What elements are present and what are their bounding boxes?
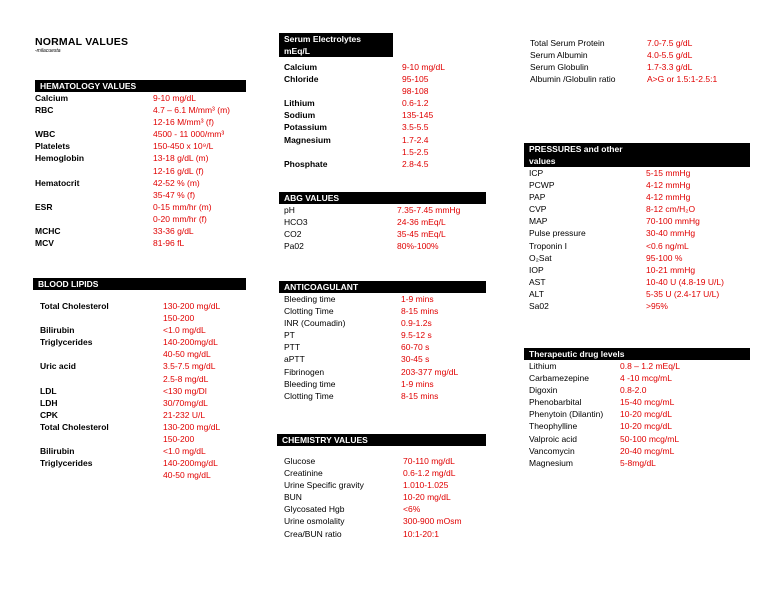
row-value: 4500 - 11 000/mm³ [153, 129, 225, 140]
section-header-line-2: values [524, 155, 750, 167]
section-header: PRESSURES and other [524, 143, 750, 155]
row-label: Bleeding time [284, 294, 336, 304]
row-label: WBC [35, 129, 56, 140]
row-value: 35-45 mEq/L [397, 229, 446, 240]
section-header: Serum Electrolytes [279, 33, 393, 45]
row-value: 9-10 mg/dL [153, 93, 196, 103]
row-value: 9-10 mg/dL [402, 62, 445, 72]
row-label: Clotting Time [284, 390, 334, 401]
table-row [35, 237, 246, 249]
row-label: Bilirubin [40, 446, 75, 457]
row-value: 8-15 mins [401, 306, 439, 317]
electrolytes-header-block [279, 33, 393, 57]
row-label: O₂Sat [529, 252, 552, 263]
row-label: Creatinine [284, 468, 323, 479]
table-row [35, 165, 246, 177]
row-label: Sa02 [529, 301, 549, 312]
table-row [40, 409, 246, 421]
table-row [284, 216, 486, 228]
table-row [284, 467, 486, 479]
row-label: Fibrinogen [284, 366, 325, 377]
row-label: Crea/BUN ratio [284, 528, 342, 539]
table-row [529, 396, 750, 408]
table-row [530, 49, 760, 61]
row-value: <1.0 mg/dL [163, 446, 206, 457]
row-value: 300-900 mOsm [403, 516, 462, 527]
drug-levels-section [524, 348, 750, 469]
row-label: aPTT [284, 354, 305, 365]
row-label: Lithium [529, 361, 557, 371]
row-value: 30/70mg/dL [163, 397, 208, 408]
row-value: 0.6-1.2 mg/dL [403, 468, 456, 479]
row-label [40, 312, 163, 324]
protein-section [530, 37, 760, 85]
row-value: 3.5-5.5 [402, 122, 429, 133]
row-label: Calcium [35, 93, 69, 103]
table-row [40, 457, 246, 469]
row-value: 80%-100% [397, 241, 439, 252]
row-label [35, 165, 153, 177]
pressures-section [524, 143, 750, 312]
table-row [35, 140, 246, 152]
row-label: Pulse pressure [529, 228, 586, 239]
row-label: Troponin I [529, 240, 567, 251]
table-row [529, 179, 750, 191]
table-row [284, 109, 484, 121]
row-value: 3.5-7.5 mg/dL [163, 361, 216, 372]
hematology-section [35, 80, 246, 249]
row-value: 30-45 s [401, 354, 430, 365]
row-value: 40-50 mg/dL [163, 470, 211, 481]
row-label: LDH [40, 397, 58, 408]
table-row [40, 445, 246, 457]
row-label: Glycosated Hgb [284, 504, 345, 515]
row-label: Triglycerides [40, 337, 93, 348]
table-row [35, 213, 246, 225]
row-label [284, 85, 402, 97]
row-value: 0.9-1.2s [401, 318, 432, 329]
row-value: 10:1-20:1 [403, 528, 439, 539]
row-label: Lithium [284, 98, 315, 109]
row-label: Albumin /Globulin ratio [530, 74, 616, 85]
table-row [284, 528, 486, 540]
row-label: Phosphate [284, 158, 328, 169]
row-label: Phenobarbital [529, 397, 582, 408]
table-row [529, 288, 750, 300]
table-row [284, 293, 486, 305]
row-value: 70-110 mg/dL [403, 456, 455, 466]
row-value: 140-200mg/dL [163, 337, 218, 348]
table-row [284, 329, 486, 341]
table-row [284, 85, 484, 97]
table-row [284, 515, 486, 527]
table-row [40, 421, 246, 433]
row-label: Uric acid [40, 361, 76, 372]
row-label: AST [529, 276, 546, 287]
table-row [529, 252, 750, 264]
row-label [40, 469, 163, 481]
row-value: 0-20 mm/hr (f) [153, 213, 207, 224]
row-label [40, 433, 163, 445]
row-value: <6% [403, 504, 421, 515]
row-value: <1.0 mg/dL [163, 325, 206, 336]
row-label [35, 116, 153, 128]
row-value: 4-12 mmHg [646, 192, 691, 203]
electrolytes-section [284, 61, 484, 170]
table-row [530, 73, 760, 85]
table-row [284, 146, 484, 158]
row-label: Total Cholesterol [40, 421, 109, 432]
row-label: Platelets [35, 141, 70, 152]
table-row [529, 372, 750, 384]
table-row [35, 92, 246, 104]
table-row [284, 134, 484, 146]
table-row [284, 305, 486, 317]
table-row [40, 360, 246, 372]
table-row [284, 378, 486, 390]
table-row [529, 384, 750, 396]
table-row [35, 128, 246, 140]
table-row [530, 61, 760, 73]
row-label: PCWP [529, 180, 555, 191]
row-label: Calcium [284, 62, 318, 72]
table-row [35, 225, 246, 237]
row-value: 1-9 mins [401, 378, 434, 389]
row-value: 150-200 [163, 434, 195, 445]
row-value: 40-50 mg/dL [163, 349, 211, 360]
row-label: Triglycerides [40, 458, 93, 469]
table-row [35, 189, 246, 201]
row-label: INR (Coumadin) [284, 318, 346, 329]
row-label: PAP [529, 192, 546, 203]
table-row [284, 479, 486, 491]
row-label: Valproic acid [529, 433, 578, 444]
row-value: 135-145 [402, 110, 434, 121]
row-value: 0-15 mm/hr (m) [153, 201, 212, 212]
row-value: 12-16 g/dL (f) [153, 165, 204, 176]
table-row [284, 61, 484, 73]
row-value: 0.8 – 1.2 mEq/L [620, 361, 681, 371]
row-value: <0.6 ng/mL [646, 240, 689, 251]
row-value: 21-232 U/L [163, 409, 206, 420]
row-value: 1.7-2.4 [402, 134, 429, 145]
row-value: >95% [646, 301, 668, 312]
row-value: 60-70 s [401, 342, 430, 353]
table-row [284, 491, 486, 503]
row-label: LDL [40, 385, 57, 396]
table-row [529, 215, 750, 227]
table-row [40, 397, 246, 409]
table-row [35, 201, 246, 213]
table-row [284, 503, 486, 515]
row-value: 140-200mg/dL [163, 458, 218, 469]
row-value: 5-8mg/dL [620, 457, 656, 468]
table-row [284, 204, 486, 216]
row-value: 20-40 mcg/mL [620, 445, 675, 456]
row-label: pH [284, 205, 295, 215]
row-value: 8-12 cm/H₂O [646, 204, 696, 215]
row-label: Carbamezepine [529, 373, 590, 384]
row-label: MCHC [35, 226, 61, 237]
row-label: Phenytoin (Dilantin) [529, 409, 604, 420]
table-row [40, 433, 246, 445]
table-row [529, 457, 750, 469]
row-label: CVP [529, 204, 547, 215]
table-row [40, 348, 246, 360]
table-row [529, 276, 750, 288]
row-value: 0.8-2.0 [620, 385, 647, 396]
table-row [35, 104, 246, 116]
table-row [529, 227, 750, 239]
row-label [40, 373, 163, 385]
row-label: CPK [40, 409, 58, 420]
row-value: 81-96 fL [153, 238, 185, 249]
row-label: Serum Globulin [530, 62, 589, 73]
table-row [284, 97, 484, 109]
table-row [284, 366, 486, 378]
table-row [40, 469, 246, 481]
table-row [40, 324, 246, 336]
row-value: 4.7 – 6.1 M/mm³ (m) [153, 105, 230, 116]
row-label: ALT [529, 288, 544, 299]
row-value: 130-200 mg/dL [163, 301, 221, 311]
table-row [284, 158, 484, 170]
row-value: 50-100 mcg/mL [620, 433, 680, 444]
row-value: 1-9 mins [401, 294, 434, 304]
table-row [284, 353, 486, 365]
table-row [529, 191, 750, 203]
row-label: Clotting Time [284, 306, 334, 317]
page-subtitle: -milacuesta [35, 48, 61, 54]
table-row [529, 240, 750, 252]
row-label [40, 348, 163, 360]
row-value: 4.0-5.5 g/dL [647, 50, 693, 61]
table-row [529, 264, 750, 276]
row-value: 70-100 mmHg [646, 216, 700, 227]
table-row [35, 116, 246, 128]
anticoagulant-section [279, 281, 486, 402]
table-row [529, 445, 750, 457]
row-label: PTT [284, 342, 301, 353]
row-label: CO2 [284, 229, 302, 240]
row-label: Hemoglobin [35, 153, 85, 164]
row-value: 2.8-4.5 [402, 158, 429, 169]
table-row [284, 240, 486, 252]
section-header: ANTICOAGULANT [279, 281, 486, 293]
row-value: 95-105 [402, 74, 429, 85]
table-row [35, 152, 246, 164]
row-value: 150-450 x 10⁹/L [153, 141, 214, 152]
row-value: 10-20 mcg/dL [620, 421, 672, 432]
row-label: Urine osmolality [284, 516, 345, 527]
abg-section [279, 192, 486, 252]
row-label: Sodium [284, 110, 316, 121]
row-value: 8-15 mins [401, 390, 439, 401]
row-label: Bleeding time [284, 378, 336, 389]
row-value: 2.5-8 mg/dL [163, 373, 209, 384]
row-label: Magnesium [529, 457, 573, 468]
table-row [40, 385, 246, 397]
row-value: 13-18 g/dL (m) [153, 153, 209, 164]
section-header: CHEMISTRY VALUES [277, 434, 486, 446]
row-value: 4-12 mmHg [646, 180, 691, 191]
row-label [35, 189, 153, 201]
table-row [40, 336, 246, 348]
row-label: Pa02 [284, 241, 304, 252]
table-row [284, 390, 486, 402]
row-label: Total Serum Protein [530, 38, 605, 48]
row-label: Urine Specific gravity [284, 480, 364, 491]
table-row [529, 408, 750, 420]
row-value: <130 mg/Dl [163, 385, 207, 396]
table-row [529, 167, 750, 179]
row-label: Chloride [284, 74, 319, 85]
row-value: 15-40 mcg/mL [620, 397, 675, 408]
row-value: 95-100 % [646, 252, 683, 263]
row-value: 7.35-7.45 mmHg [397, 205, 461, 215]
table-row [529, 300, 750, 312]
table-row [40, 373, 246, 385]
row-value: 10-21 mmHg [646, 264, 696, 275]
table-row [284, 228, 486, 240]
row-label: HCO3 [284, 217, 308, 228]
row-value: 5-35 U (2.4-17 U/L) [646, 288, 720, 299]
row-value: 10-40 U (4.8-19 U/L) [646, 276, 724, 287]
row-value: 24-36 mEq/L [397, 217, 446, 228]
table-row [529, 420, 750, 432]
row-label [284, 146, 402, 158]
row-value: 9.5-12 s [401, 330, 432, 341]
row-value: 1.7-3.3 g/dL [647, 62, 693, 73]
row-value: A>G or 1.5:1-2.5:1 [647, 74, 718, 85]
row-value: 1.010-1.025 [403, 480, 449, 491]
blood-lipids-section [33, 278, 246, 481]
section-header: ABG VALUES [279, 192, 486, 204]
row-value: 4 -10 mcg/mL [620, 373, 672, 384]
row-label: ICP [529, 168, 544, 178]
section-header-line-2: mEq/L [279, 45, 393, 57]
table-row [529, 360, 750, 372]
row-label: BUN [284, 492, 302, 503]
table-row [284, 455, 486, 467]
row-label: Hematocrit [35, 177, 80, 188]
row-value: 98-108 [402, 86, 429, 97]
row-value: 130-200 mg/dL [163, 421, 221, 432]
row-value: 35-47 % (f) [153, 189, 196, 200]
row-label [35, 213, 153, 225]
row-label: Glucose [284, 456, 316, 466]
table-row [284, 121, 484, 133]
table-row [284, 341, 486, 353]
table-row [529, 433, 750, 445]
row-value: 10-20 mcg/dL [620, 409, 672, 420]
row-label: Serum Albumin [530, 50, 588, 61]
row-label: PT [284, 330, 295, 341]
row-value: 12-16 M/mm³ (f) [153, 117, 214, 128]
row-label: MCV [35, 238, 54, 249]
row-label: RBC [35, 105, 54, 116]
section-header: HEMATOLOGY VALUES [35, 80, 246, 92]
row-value: 0.6-1.2 [402, 98, 429, 109]
table-row [284, 73, 484, 85]
row-label: Magnesium [284, 134, 331, 145]
row-value: 150-200 [163, 313, 195, 324]
row-label: Bilirubin [40, 325, 75, 336]
row-value: 10-20 mg/dL [403, 492, 451, 503]
table-row [530, 37, 760, 49]
table-row [40, 300, 246, 312]
row-label: Theophylline [529, 421, 578, 432]
row-label: Potassium [284, 122, 327, 133]
row-label: Total Cholesterol [40, 301, 109, 311]
row-value: 30-40 mmHg [646, 228, 696, 239]
section-header: Therapeutic drug levels [524, 348, 750, 360]
row-label: Digoxin [529, 385, 558, 396]
row-label: ESR [35, 201, 53, 212]
row-value: 42-52 % (m) [153, 177, 200, 188]
chemistry-section [277, 434, 486, 540]
page-title: NORMAL VALUES [35, 36, 129, 48]
table-row [40, 312, 246, 324]
row-label: IOP [529, 264, 544, 275]
row-value: 203-377 mg/dL [401, 366, 459, 377]
row-value: 5-15 mmHg [646, 168, 691, 178]
row-value: 33-36 g/dL [153, 226, 194, 237]
table-row [35, 177, 246, 189]
row-label: Vancomycin [529, 445, 575, 456]
row-value: 7.0-7.5 g/dL [647, 38, 693, 48]
table-row [284, 317, 486, 329]
row-label: MAP [529, 216, 548, 227]
row-value: 1.5-2.5 [402, 146, 429, 157]
table-row [529, 203, 750, 215]
section-header: BLOOD LIPIDS [33, 278, 246, 290]
